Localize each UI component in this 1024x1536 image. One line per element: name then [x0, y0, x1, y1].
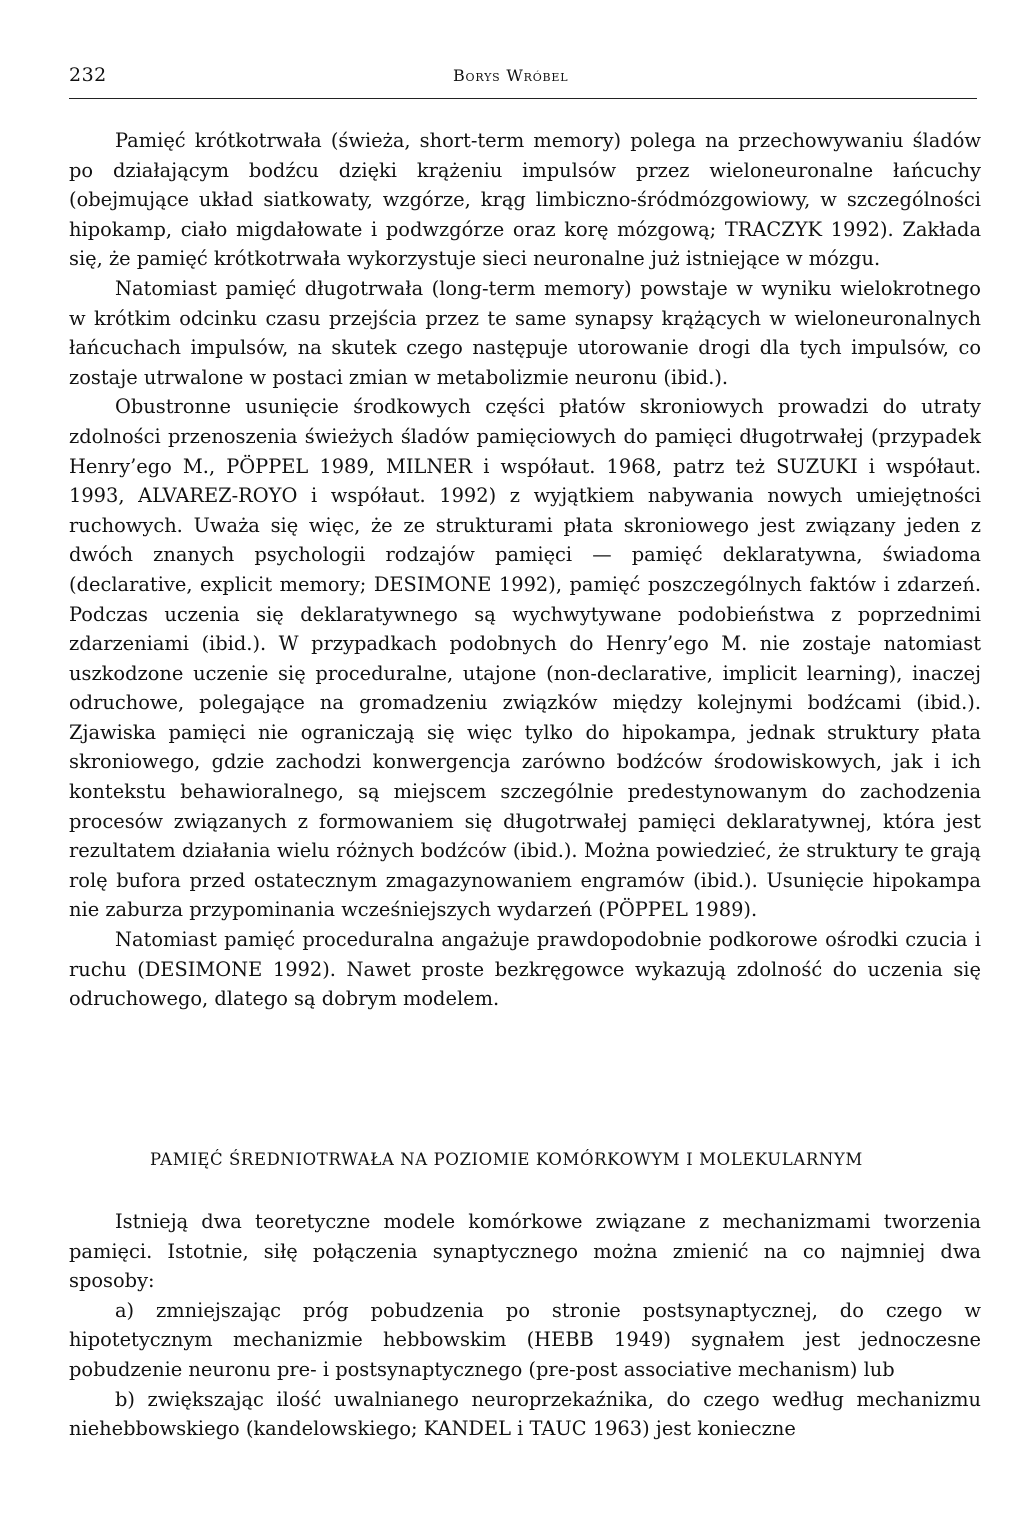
paragraph-procedural-memory: Natomiast pamięć proceduralna angażuje prawdopodobnie podkorowe ośrodki czucia i ruchu (DESIMONE 1992). Nawet proste bezkręgowce wykazują zdolność do uczenia się odruchowego, dlatego są dobrym modelem. — [69, 928, 981, 1011]
list-item-a: a) zmniejszając próg pobudzenia po stronie postsynaptycznej, do czego w hipotetycznym mechanizmie hebbowskim (HEBB 1949) sygnałem jest jednoczesne pobudzenie neuronu pre- i postsynaptycznego (pre-post associative mechanism) lub — [69, 1298, 981, 1381]
paragraph-temporal-lobe: Obustronne usunięcie środkowych części płatów skroniowych prowadzi do utraty zdolności przenoszenia świeżych śladów pamięciowych do pamięci długotrwałej (przypadek Henry’ego M., PÖPPEL 1989, MILNER i współaut. 1968, patrz też SUZUKI i współaut. 1993, ALVAREZ-ROYO i współaut. 1992) z wyjątkiem nabywania nowych umiejętności ruchowych. Uważa się więc, że ze strukturami płata skroniowego jest związany jeden z dwóch znanych psychologii rodzajów pamięci — pamięć deklaratywna, świadoma (declarative, explicit memory; DESIMONE 1992), pamięć poszczególnych faktów i zdarzeń. Podczas uczenia się deklaratywnego są wychwytywane podobieństwa z poprzednimi zdarzeniami (ibid.). W przypadkach podobnych do Henry’ego M. nie zostaje natomiast uszkodzone uczenie się proceduralne, utajone (non-declarative, implicit learning), inaczej odruchowe, polegające na gromadzeniu związków między kolejnymi bodźcami (ibid.). Zjawiska pamięci nie ograniczają się więc tylko do hipokampa, jednak struktury płata skroniowego, gdzie zachodzi konwergencja zarówno bodźców środowiskowych, jak i ich kontekstu behawioralnego, są miejscem szczególnie predestynowanym do zachodzenia procesów związanych z formowaniem się długotrwałej pamięci deklaratywnej, która jest rezultatem działania wielu różnych bodźców (ibid.). Można powiedzieć, że struktury te grają rolę bufora przed ostatecznym zmagazynowaniem engramów (ibid.). Usunięcie hipokampa nie zaburza przypominania wcześniejszych wydarzeń (PÖPPEL 1989). — [69, 395, 981, 922]
body-text — [69, 126, 981, 1014]
paragraph-cell-models: Istnieją dwa teoretyczne modele komórkowe związane z mechanizmami tworzenia pamięci. Istotnie, siłę połączenia synaptycznego można zmienić na co najmniej dwa sposoby: — [69, 1210, 981, 1293]
list-item-b: b) zwiększając ilość uwalnianego neuroprzekaźnika, do czego według mechanizmu niehebbowskiego (kandelowskiego; KANDEL i TAUC 1963) jest konieczne — [69, 1387, 981, 1441]
paragraph-long-term-memory: Natomiast pamięć długotrwała (long-term memory) powstaje w wyniku wielokrotnego w krótkim odcinku czasu przejścia przez te same synapsy krążących w wieloneuronalnych łańcuchach impulsów, na skutek czego następuje utorowanie drogi dla tych impulsów, co zostaje utrwalone w postaci zmian w metabolizmie neuronu (ibid.). — [69, 276, 981, 389]
page-header — [69, 60, 977, 99]
section-text — [69, 1207, 981, 1444]
page-number: 232 — [69, 64, 107, 86]
paragraph-short-term-memory: Pamięć krótkotrwała (świeża, short-term memory) polega na przechowywaniu śladów po działającym bodźcu dzięki krążeniu impulsów przez wieloneuronalne łańcuchy (obejmujące układ siatkowaty, wzgórze, krąg limbiczno-śródmózgowiowy, w szczególności hipokamp, ciało migdałowate i podwzgórze oraz korę mózgową; TRACZYK 1992). Zakłada się, że pamięć krótkotrwała wykorzystuje sieci neuronalne już istniejące w mózgu. — [69, 129, 981, 271]
running-head: Borys Wróbel — [453, 66, 569, 85]
section-heading: PAMIĘĆ ŚREDNIOTRWAŁA NA POZIOMIE KOMÓRKOWYM I MOLEKULARNYM — [150, 1150, 863, 1169]
